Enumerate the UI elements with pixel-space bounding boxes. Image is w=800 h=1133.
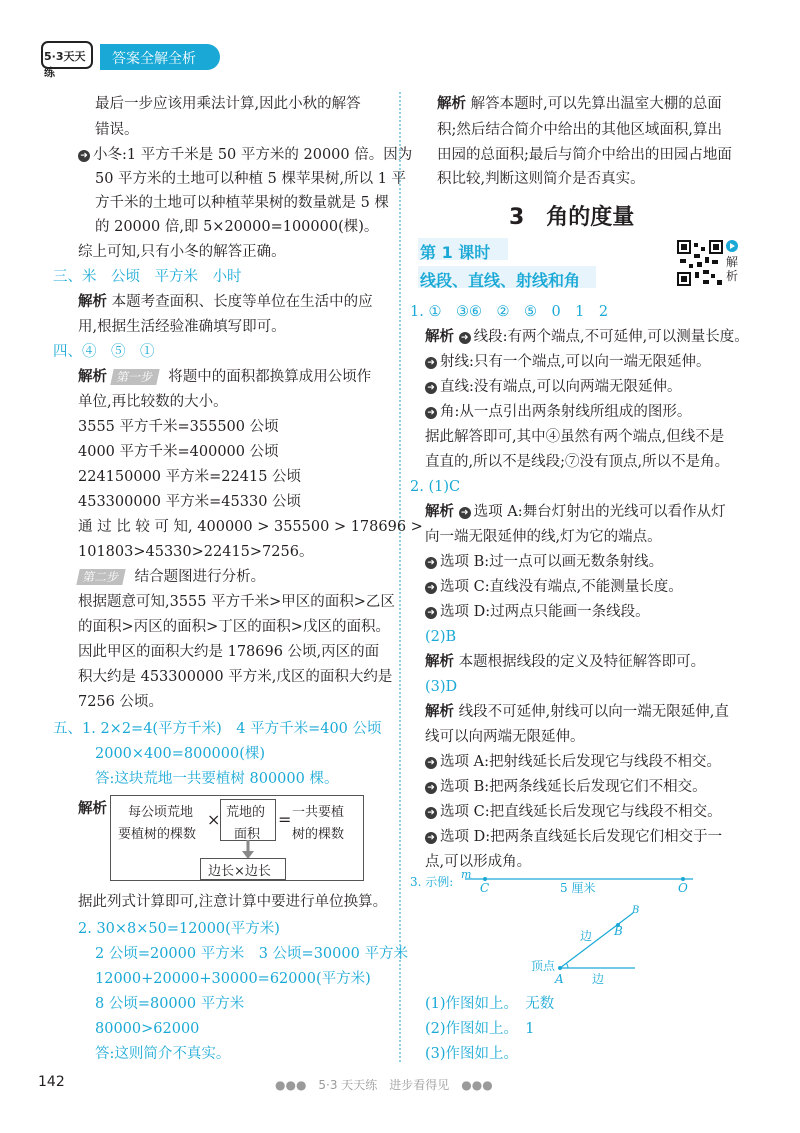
fig-label-edge1: 边	[580, 929, 593, 943]
left-line-27: 答:这块荒地一共要植树 800000 棵。	[95, 771, 339, 787]
fig-label-b: B	[614, 924, 623, 938]
jiexi-label: 解析	[437, 96, 466, 112]
qr-code-icon	[677, 240, 723, 286]
answer-2-2: (2)B	[425, 629, 457, 645]
header-title: 答案全解全析	[112, 51, 196, 67]
right-line-9	[425, 328, 749, 346]
box3b: 树的棵数	[292, 827, 345, 842]
left-line-6: 综上可知,只有小冬的解答正确。	[78, 244, 286, 260]
text: 选项 B:过一点可以画无数条射线。	[440, 554, 664, 570]
right-line-16	[425, 503, 726, 521]
answer-5-2: 2. 30×8×50=12000(平方米)	[78, 921, 280, 937]
text: 结合题图进行分析。	[134, 569, 266, 585]
left-line-11	[78, 368, 371, 386]
right-line-3: 积比较,判断这则简介是否真实。	[437, 171, 645, 187]
answer-1: 1. ① ③⑥ ② ⑤ 0 1 2	[410, 304, 609, 320]
fig-label-a: A	[555, 972, 564, 986]
angle-edge-1	[560, 913, 633, 968]
jiexi-label: 解析	[425, 504, 454, 520]
jiexi-label: 解析	[78, 801, 107, 817]
times-sign: ×	[207, 810, 221, 829]
answer-5-1: 五、1. 2×2=4(平方千米) 4 平方千米=400 公顷	[53, 721, 382, 737]
point-a	[558, 966, 562, 970]
step-badge: 第一步	[110, 369, 159, 385]
qr-label-text: 解析	[726, 255, 739, 283]
logo	[40, 36, 96, 79]
text: 线段:有两个端点,不可延伸,可以测量长度。	[473, 329, 749, 345]
left-line-12: 单位,再比较数的大小。	[78, 394, 228, 410]
answer-3: 三、米 公顷 平方米 小时	[53, 269, 242, 285]
text: 本题根据线段的定义及特征解答即可。	[458, 654, 706, 670]
right-line-20	[425, 603, 650, 621]
angle-arc	[566, 963, 568, 968]
right-line-18	[425, 553, 663, 571]
left-line-15: 224150000 平方米=22415 公顷	[78, 469, 302, 485]
arrow-icon: ➜	[459, 332, 471, 344]
arrow-icon: ➜	[425, 832, 437, 844]
lesson-title: 第 1 课时	[420, 243, 491, 262]
text: 选项 C:直线没有端点,不能测量长度。	[440, 579, 683, 595]
arrow-icon: ➜	[425, 807, 437, 819]
arrow-icon: ➜	[425, 382, 437, 394]
arrow-icon: ➜	[425, 782, 437, 794]
right-line-12	[425, 403, 691, 421]
right-line-28	[425, 803, 722, 821]
left-line-3: 50 平方米的土地可以种植 5 棵苹果树,所以 1 平	[95, 171, 407, 187]
left-line-8	[78, 293, 373, 311]
fig-label-o: O	[678, 881, 688, 895]
box1b: 要植树的棵数	[118, 827, 197, 842]
arrow-icon: ➜	[425, 407, 437, 419]
right-line-34: (3)作图如上。	[425, 1046, 519, 1062]
arrow-icon: ➜	[425, 582, 437, 594]
left-line-24: 7256 公顷。	[78, 694, 164, 710]
arrow-icon: ➜	[425, 607, 437, 619]
left-line-32: 8 公顷=80000 平方米	[95, 996, 245, 1012]
left-line-28: 据此列式计算即可,注意计算中要进行单位换算。	[78, 894, 388, 910]
answer-3-example: 3. 示例:	[410, 875, 454, 889]
box2a: 荒地的	[226, 805, 266, 820]
right-line-17: 向一端无限延伸的线,灯为它的端点。	[425, 529, 662, 545]
text: 选项 A:把射线延长后发现它与线段不相交。	[440, 754, 721, 770]
arrow-icon: ➜	[78, 150, 90, 162]
right-line-13: 据此解答即可,其中④虽然有两个端点,但线不是	[425, 429, 725, 445]
chapter-title: 3 角的度量	[509, 205, 635, 230]
text: 射线:只有一个端点,可以向一端无限延伸。	[440, 354, 711, 370]
left-line-4: 方千米的土地可以种植苹果树的数量就是 5 棵	[95, 195, 389, 211]
jiexi-label: 解析	[78, 369, 107, 385]
left-line-34: 答:这则简介不真实。	[95, 1046, 231, 1062]
right-line-0	[437, 95, 722, 113]
right-line-30: 点,可以形成角。	[425, 854, 532, 870]
text: 选项 B:把两条线延长后发现它们不相交。	[440, 779, 707, 795]
play-icon	[726, 240, 738, 252]
text: 解答本题时,可以先算出温室大棚的总面	[470, 96, 722, 112]
left-line-13: 3555 平方千米=355500 公顷	[78, 419, 279, 435]
left-line-0: 最后一步应该用乘法计算,因此小秋的解答	[95, 96, 361, 112]
text: 选项 A:舞台灯射出的光线可以看作从灯	[473, 504, 726, 520]
text: 将题中的面积都换算成用公顷作	[168, 369, 372, 385]
right-line-2: 田园的总面积;最后与简介中给出的田园占地面	[437, 147, 732, 163]
fig-label-c: C	[480, 881, 490, 895]
box-bottom: 边长×边长	[208, 864, 271, 879]
arrow-icon: ➜	[459, 507, 471, 519]
text: 选项 D:把两条直线延长后发现它们相交于一	[440, 829, 723, 845]
text: 线段不可延伸,射线可以向一端无限延伸,直	[458, 704, 729, 720]
footer-slogan: ●●● 5·3 天天练 进步看得见 ●●●	[275, 1078, 493, 1092]
text: 小冬:1 平方千米是 50 平方米的 20000 倍。因为	[93, 147, 413, 163]
box3a: 一共要植	[292, 805, 345, 820]
jiexi-label: 解析	[425, 654, 454, 670]
box2b: 面积	[234, 827, 261, 842]
jiexi-label: 解析	[78, 294, 107, 310]
left-line-20: 根据题意可知,3555 平方千米>甲区的面积>乙区	[78, 594, 395, 610]
text: 角:从一点引出两条射线所组成的图形。	[440, 404, 692, 420]
down-arrow-icon	[238, 840, 258, 860]
left-line-30: 2 公顷=20000 平方米 3 公顷=30000 平方米	[95, 946, 408, 962]
jiexi-label: 解析	[425, 329, 454, 345]
right-line-1: 积;然后结合简介中给出的其他区域面积,算出	[437, 122, 722, 138]
logo-text: 5·3天天练	[44, 50, 86, 79]
right-line-27	[425, 778, 707, 796]
fig-label-vertex: 顶点	[531, 959, 556, 973]
text: 选项 C:把直线延长后发现它与线段不相交。	[440, 804, 722, 820]
left-line-16: 453300000 平方米=45330 公顷	[78, 494, 302, 510]
box1a: 每公顷荒地	[128, 805, 194, 820]
left-line-26: 2000×400=800000(棵)	[95, 746, 266, 762]
left-line-31: 12000+20000+30000=62000(平方米)	[95, 971, 371, 987]
fig-label-edge2: 边	[592, 972, 605, 986]
right-line-11	[425, 378, 682, 396]
fig-label-b-small: B	[632, 905, 640, 916]
left-line-9: 用,根据生活经验准确填写即可。	[78, 319, 286, 335]
page-number: 142	[38, 1074, 65, 1090]
right-line-25: 线可以向两端无限延伸。	[425, 729, 585, 745]
column-divider	[399, 92, 401, 1062]
right-line-22	[425, 653, 705, 671]
left-line-14: 4000 平方千米=400000 公顷	[78, 444, 279, 460]
lesson-subtitle: 线段、直线、射线和角	[420, 271, 581, 290]
left-line-21: 的面积>丙区的面积>丁区的面积>戊区的面积。	[78, 619, 390, 635]
right-line-33: (2)作图如上。 1	[425, 1021, 535, 1037]
right-line-24	[425, 703, 729, 721]
arrow-icon: ➜	[425, 757, 437, 769]
answer-2-3: (3)D	[425, 679, 458, 695]
answer-2-1: 2. (1)C	[410, 479, 461, 495]
equals-sign: =	[278, 810, 292, 829]
left-line-5: 的 20000 倍,即 5×20000=100000(棵)。	[95, 219, 379, 235]
left-line-17: 通 过 比 较 可 知, 400000 > 355500 > 178696 >	[78, 519, 423, 535]
fig-label-len: 5 厘米	[560, 881, 596, 895]
jiexi-label: 解析	[425, 704, 454, 720]
left-line-22: 因此甲区的面积大约是 178696 公顷,丙区的面	[78, 644, 380, 660]
qr-label	[726, 255, 740, 283]
left-line-33: 80000>62000	[95, 1021, 200, 1037]
arrow-icon: ➜	[425, 557, 437, 569]
right-line-29	[425, 828, 722, 846]
fig-label-m: m	[461, 868, 472, 881]
right-line-32: (1)作图如上。 无数	[425, 996, 555, 1012]
left-line-1: 错误。	[95, 122, 139, 138]
left-line-23: 积大约是 453300000 平方米,戊区的面积大约是	[78, 669, 393, 685]
answer-4: 四、④ ⑤ ①	[53, 344, 155, 360]
arrow-icon: ➜	[425, 357, 437, 369]
text: 直线:没有端点,可以向两端无限延伸。	[440, 379, 682, 395]
left-line-19	[78, 568, 265, 586]
right-line-26	[425, 753, 721, 771]
left-line-2	[78, 146, 412, 164]
text: 本题考查面积、长度等单位在生活中的应	[111, 294, 373, 310]
text: 选项 D:过两点只能画一条线段。	[440, 604, 650, 620]
right-line-10	[425, 353, 711, 371]
step-badge: 第二步	[76, 569, 125, 585]
right-line-14: 直直的,所以不是线段;⑦没有顶点,所以不是角。	[425, 454, 730, 470]
left-line-18: 101803>45330>22415>7256。	[78, 544, 314, 560]
right-line-19	[425, 578, 683, 596]
